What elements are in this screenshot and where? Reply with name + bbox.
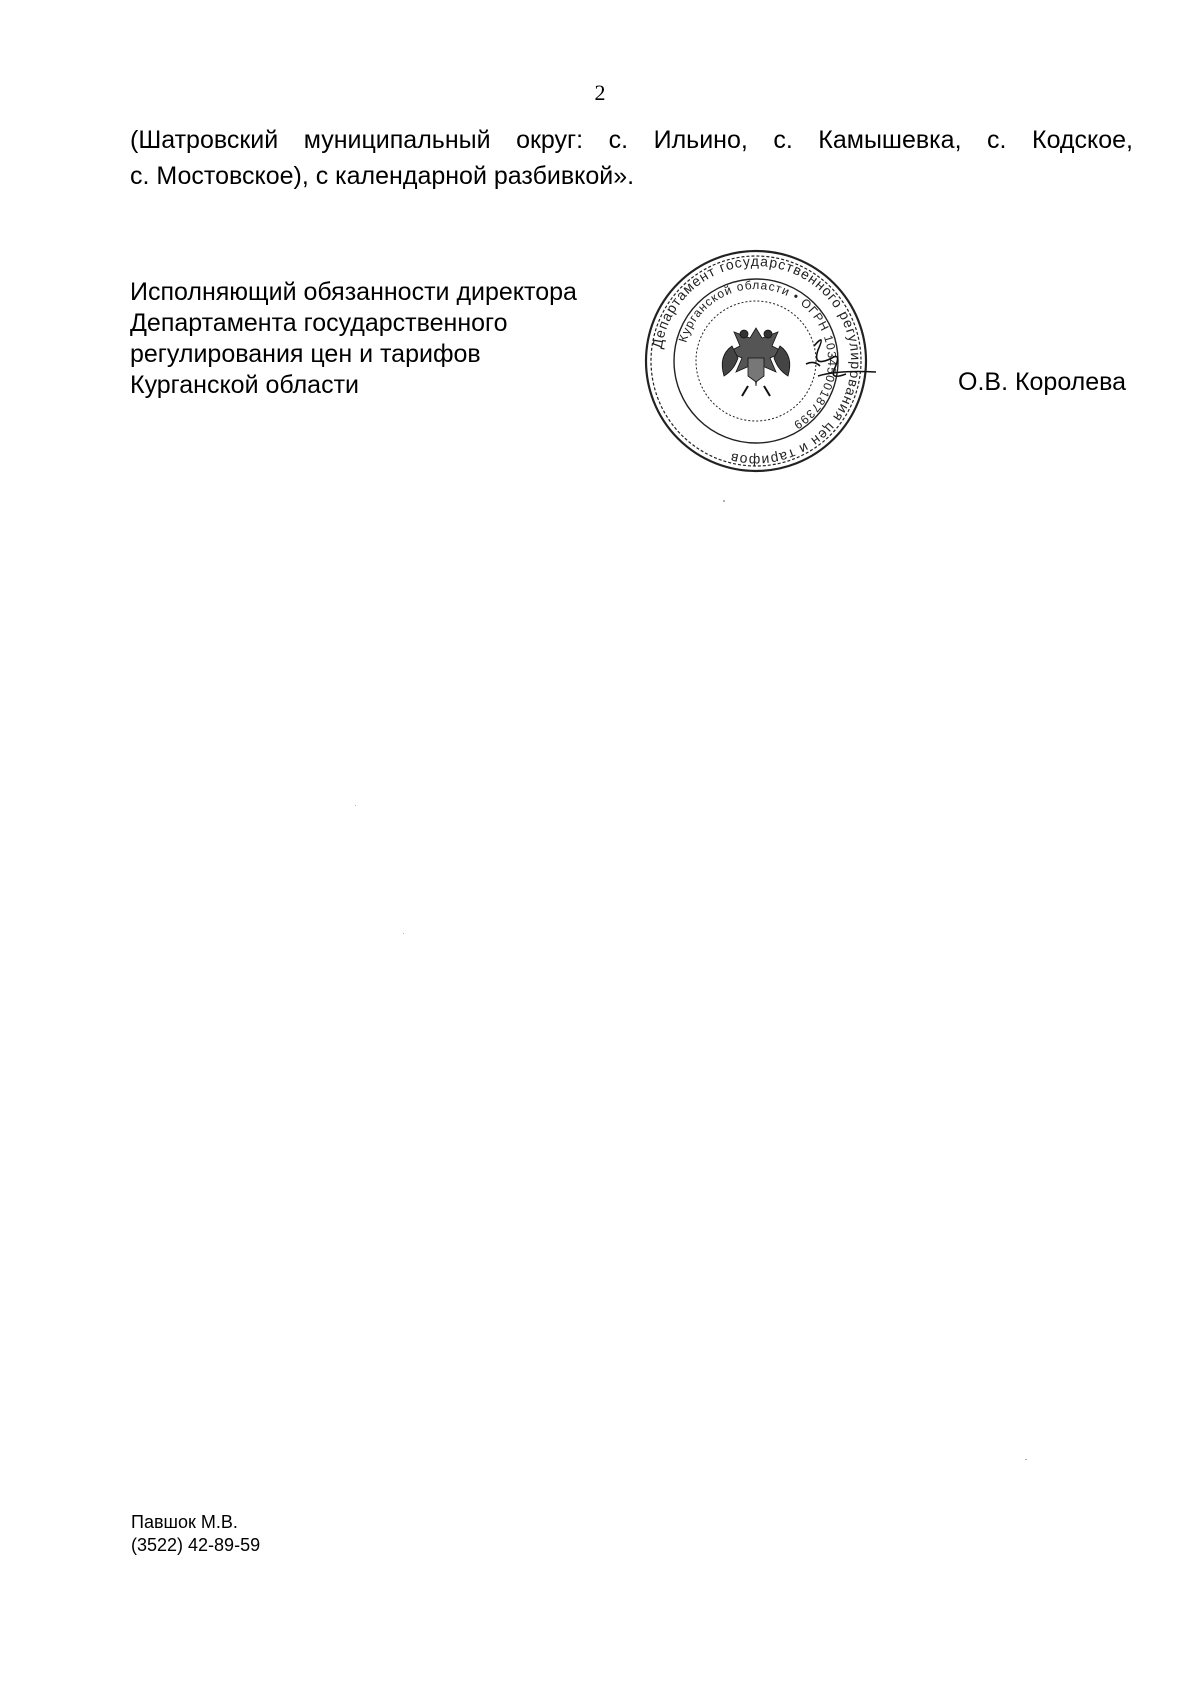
scan-speck	[355, 805, 356, 806]
coat-of-arms-icon	[722, 328, 790, 396]
page-number: 2	[594, 80, 606, 105]
official-seal	[636, 246, 876, 476]
signatory-position-line-2: Департамента государственного	[130, 309, 508, 337]
signatory-position-line-1: Исполняющий обязанности директора	[130, 278, 577, 306]
seal-outer-text: Департамент государственного регулирования цен и тарифов	[648, 252, 865, 470]
body-line-2: с. Мостовское), с календарной разбивкой».	[130, 162, 635, 190]
signatory-position-line-4: Курганской области	[130, 371, 360, 399]
scan-speck	[1025, 1459, 1027, 1460]
contact-block	[131, 1511, 260, 1557]
body-paragraph	[130, 122, 1133, 194]
seal-inner-text: Курганской области • ОГРН 1034500187399	[675, 277, 840, 433]
contact-phone: (3522) 42-89-59	[131, 1535, 261, 1555]
signer-name: О.В. Королева	[958, 368, 1127, 396]
body-line-1: (Шатровский муниципальный округ: с. Ильино, с. Камышевка, с. Кодское,	[130, 126, 1133, 154]
scan-speck	[723, 500, 725, 502]
signatory-position	[130, 277, 577, 401]
contact-name: Павшок М.В.	[131, 1512, 238, 1532]
signatory-position-line-3: регулирования цен и тарифов	[130, 340, 481, 368]
scan-speck	[403, 933, 404, 934]
